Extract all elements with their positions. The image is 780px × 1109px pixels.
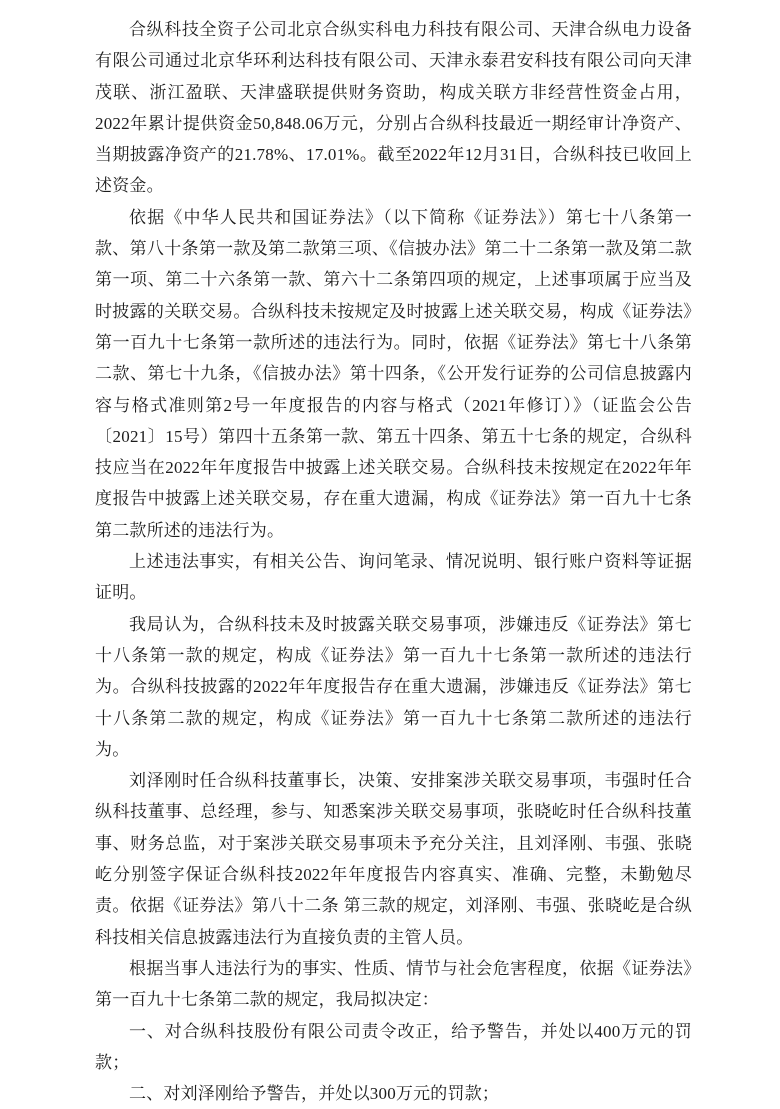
para-bureau-opinion: 我局认为，合纵科技未及时披露关联交易事项，涉嫌违反《证券法》第七十八条第一款的规定，构成《证券法》第一百九十七条第一款所述的违法行为。合纵科技披露的2022年年度报告存在重大遗漏，涉嫌违反《证券法》第七十八条第二款的规定，构成《证券法》第一百九十七条第二款所述的违法行为。 xyxy=(95,614,692,759)
para-evidence-statement: 上述违法事实，有相关公告、询问笔录、情况说明、银行账户资料等证据证明。 xyxy=(95,552,692,603)
para-responsible-persons: 刘泽刚时任合纵科技董事长，决策、安排案涉关联交易事项，韦强时任合纵科技董事、总经理，参与、知悉案涉关联交易事项，张晓屹时任合纵科技董事、财务总监，对于案涉关联交易事项未予充分关注，且刘泽刚、韦强、张晓屹分别签字保证合纵科技2022年年度报告内容真实、准确、完整，未勤勉尽责。依据《证券法》第八十二条 第三款的规定，刘泽刚、韦强、张晓屹是合纵科技相关信息披露违法行为直接负责的主管人员。 xyxy=(95,771,692,947)
para-decision-intro: 根据当事人违法行为的事实、性质、情节与社会危害程度，依据《证券法》第一百九十七条第二款的规定，我局拟决定： xyxy=(95,958,692,1010)
para-legal-basis-disclosure: 依据《中华人民共和国证券法》（以下简称《证券法》）第七十八条第一款、第八十条第一款及第二款第三项、《信披办法》第二十二条第一款及第二款第一项、第二十六条第一款、第六十二条第四项的规定，上述事项属于应当及时披露的关联交易。合纵科技未按规定及时披露上述关联交易，构成《证券法》第一百九十七条第一款所述的违法行为。同时，依据《证券法》第七十八条第二款、第七十九条，《信披办法》第十四条，《公开发行证券的公司信息披露内容与格式准则第2号一年度报告的内容与格式（2021年修订）》（证监会公告〔2021〕15号）第四十五条第一款、第五十四条、第五十七条的规定，合纵科技应当在2022年年度报告中披露上述关联交易。合纵科技未按规定在2022年年度报告中披露上述关联交易，存在重大遗漏，构成《证券法》第一百九十七条第二款所述的违法行为。 xyxy=(95,207,692,540)
decision-item-1: 一、对合纵科技股份有限公司责令改正，给予警告，并处以400万元的罚款； xyxy=(95,1021,692,1072)
para-fund-occupation-facts: 合纵科技全资子公司北京合纵实科电力科技有限公司、天津合纵电力设备有限公司通过北京华环利达科技有限公司、天津永泰君安科技有限公司向天津茂联、浙江盈联、天津盛联提供财务资助，构成关联方非经营性资金占用，2022年累计提供资金50,848.06万元，分别占合纵科技最近一期经审计净资产、当期披露净资产的21.78%、17.01%。截至2022年12月31日，合纵科技已收回上述资金。 xyxy=(95,20,692,196)
decision-item-2: 二、对刘泽刚给予警告，并处以300万元的罚款； xyxy=(129,1084,500,1104)
